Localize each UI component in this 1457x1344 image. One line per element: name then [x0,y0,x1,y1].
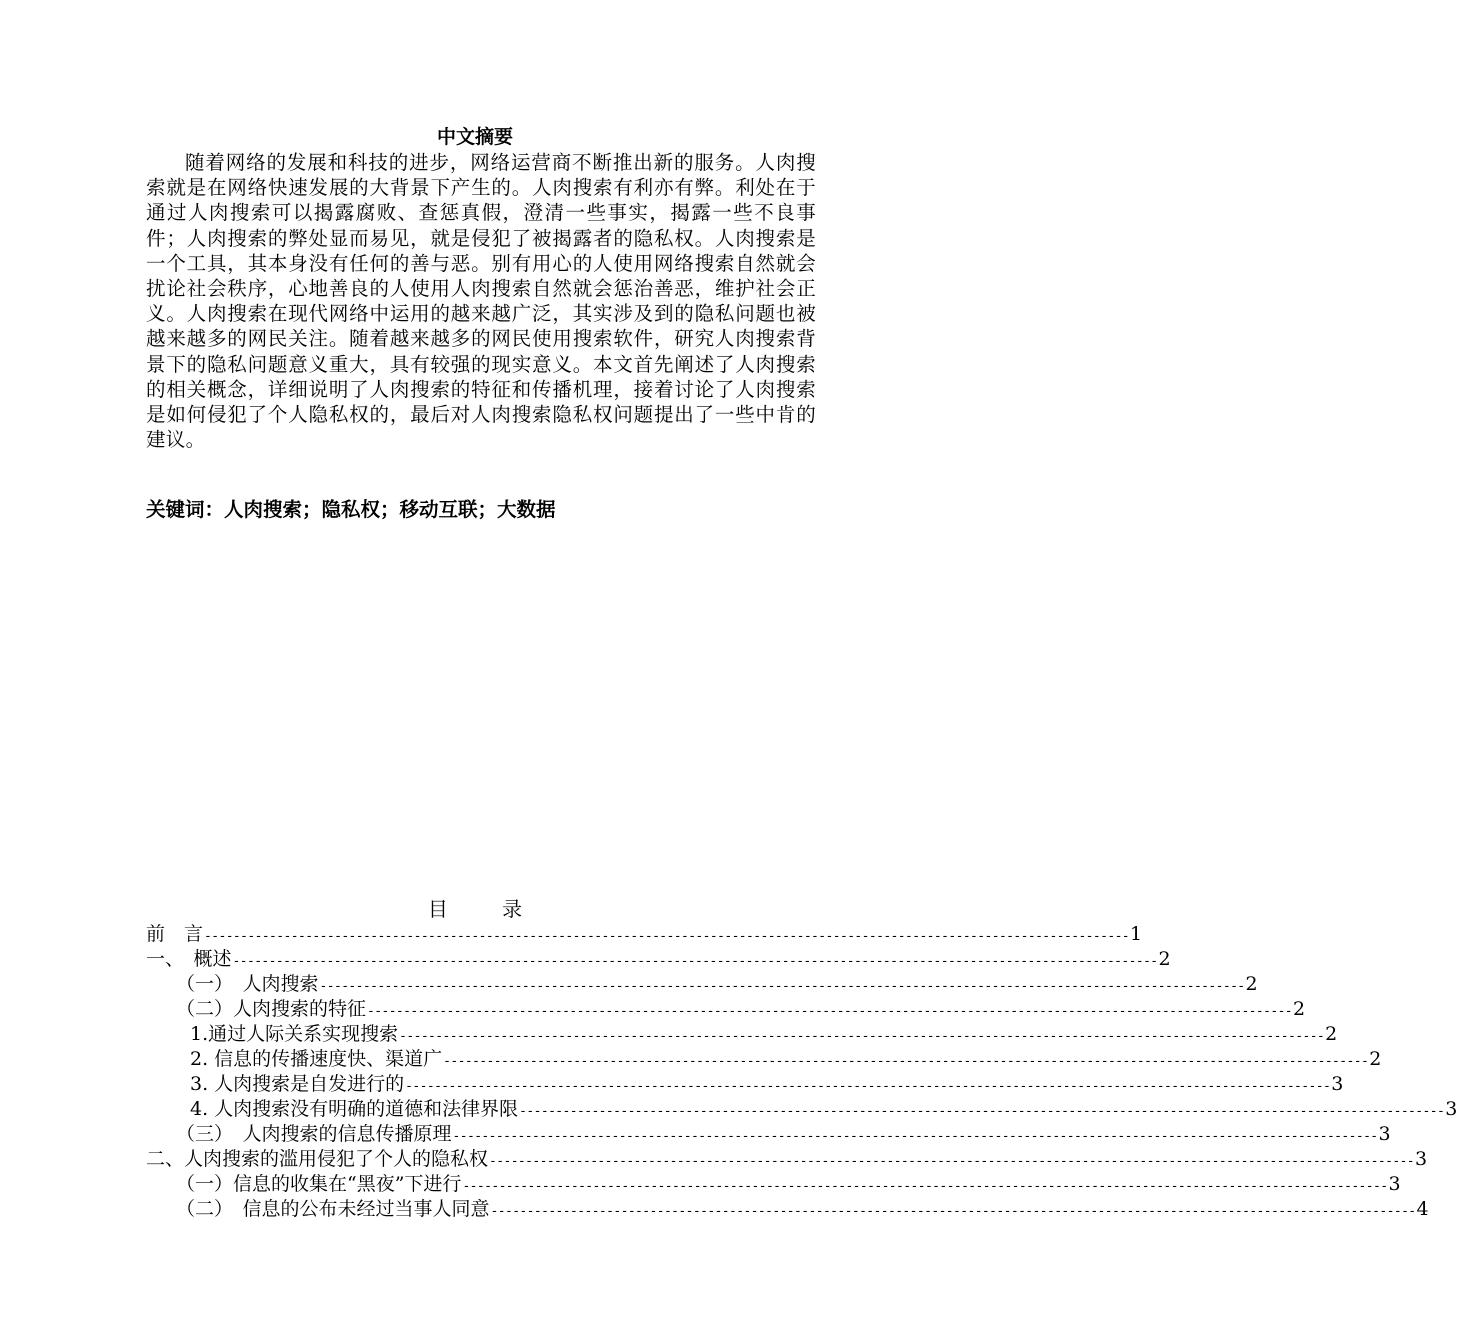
toc-leader: -------------------------------------------------------------------------------------------------------------------------------- [490,1204,1416,1219]
toc-entry-label: （二）人肉搜索的特征 [176,998,367,1020]
toc-entry-collection[interactable] [146,1172,1401,1197]
toc-entry-label: （一） 人肉搜索 [176,973,319,995]
toc-page-number: 3 [1331,1073,1344,1095]
toc-entry-label: 前 言 [146,923,204,945]
toc-page-number: 2 [1293,998,1306,1020]
toc-entry-label: 2. 信息的传播速度快、渠道广 [190,1048,443,1070]
toc-leader: -------------------------------------------------------------------------------------------------------------------------------- [405,1079,1331,1094]
toc-leader: -------------------------------------------------------------------------------------------------------------------------------- [452,1129,1378,1144]
toc-leader: -------------------------------------------------------------------------------------------------------------------------------- [443,1054,1369,1069]
toc-leader: -------------------------------------------------------------------------------------------------------------------------------- [462,1179,1388,1194]
toc-page-number: 2 [1158,948,1171,970]
toc-entry-label: 1.通过人际关系实现搜索 [190,1023,399,1045]
toc-entry-human-flesh-search[interactable] [146,972,1258,997]
toc-entry-privacy-abuse[interactable] [146,1147,1428,1172]
toc-leader: -------------------------------------------------------------------------------------------------------------------------------- [367,1004,1293,1019]
toc-page-number: 2 [1325,1023,1338,1045]
toc-leader: -------------------------------------------------------------------------------------------------------------------------------- [489,1154,1415,1169]
table-of-contents [146,922,1457,1222]
toc-entry-feature-1[interactable] [146,1022,1338,1047]
toc-page-number: 3 [1378,1123,1391,1145]
toc-page-number: 3 [1445,1098,1457,1120]
toc-page-number: 1 [1130,923,1143,945]
toc-entry-propagation[interactable] [146,1122,1391,1147]
toc-entry-label: （一）信息的收集在“黑夜”下进行 [176,1173,462,1195]
toc-entry-label: 一、 概述 [146,948,232,970]
toc-entry-label: 3. 人肉搜索是自发进行的 [190,1073,405,1095]
abstract-body: 随着网络的发展和科技的进步，网络运营商不断推出新的服务。人肉搜索就是在网络快速发展的大背景下产生的。人肉搜索有利亦有弊。利处在于通过人肉搜索可以揭露腐败、查惩真假，澄清一些事实，揭露一些不良事件；人肉搜索的弊处显而易见，就是侵犯了被揭露者的隐私权。人肉搜索是一个工具，其本身没有任何的善与恶。别有用心的人使用网络搜索自然就会扰论社会秩序，心地善良的人使用人肉搜索自然就会惩治善恶，维护社会正义。人肉搜索在现代网络中运用的越来越广泛，其实涉及到的隐私问题也被越来越多的网民关注。随着越来越多的网民使用搜索软件，研究人肉搜索背景下的隐私问题意义重大，具有较强的现实意义。本文首先阐述了人肉搜索的相关概念，详细说明了人肉搜索的特征和传播机理，接着讨论了人肉搜索是如何侵犯了个人隐私权的，最后对人肉搜索隐私权问题提出了一些中肯的建议。 [146,151,816,452]
toc-page-number: 3 [1388,1173,1401,1195]
toc-entry-feature-2[interactable] [146,1047,1382,1072]
toc-page-number: 3 [1415,1148,1428,1170]
toc-entry-features[interactable] [146,997,1306,1022]
toc-entry-label: （三） 人肉搜索的信息传播原理 [176,1123,452,1145]
toc-leader: -------------------------------------------------------------------------------------------------------------------------------- [232,954,1158,969]
toc-page-number: 2 [1245,973,1258,995]
toc-leader: -------------------------------------------------------------------------------------------------------------------------------- [204,929,1130,944]
toc-entry-label: （二） 信息的公布未经过当事人同意 [176,1198,490,1220]
toc-entry-label: 4. 人肉搜索没有明确的道德和法律界限 [190,1098,519,1120]
toc-page-number: 2 [1369,1048,1382,1070]
toc-entry-overview[interactable] [146,947,1171,972]
abstract-title: 中文摘要 [436,126,513,148]
toc-leader: -------------------------------------------------------------------------------------------------------------------------------- [319,979,1245,994]
toc-entry-publication[interactable] [146,1197,1429,1222]
keywords-line: 关键词：人肉搜索；隐私权；移动互联；大数据 [146,498,556,521]
toc-page-number: 4 [1416,1198,1429,1220]
toc-entry-feature-4[interactable] [146,1097,1457,1122]
toc-entry-label: 二、人肉搜索的滥用侵犯了个人的隐私权 [146,1148,489,1170]
toc-entry-preface[interactable] [146,922,1143,947]
toc-leader: -------------------------------------------------------------------------------------------------------------------------------- [519,1104,1445,1119]
toc-entry-feature-3[interactable] [146,1072,1344,1097]
toc-leader: -------------------------------------------------------------------------------------------------------------------------------- [399,1029,1325,1044]
toc-title: 目 录 [427,897,547,921]
